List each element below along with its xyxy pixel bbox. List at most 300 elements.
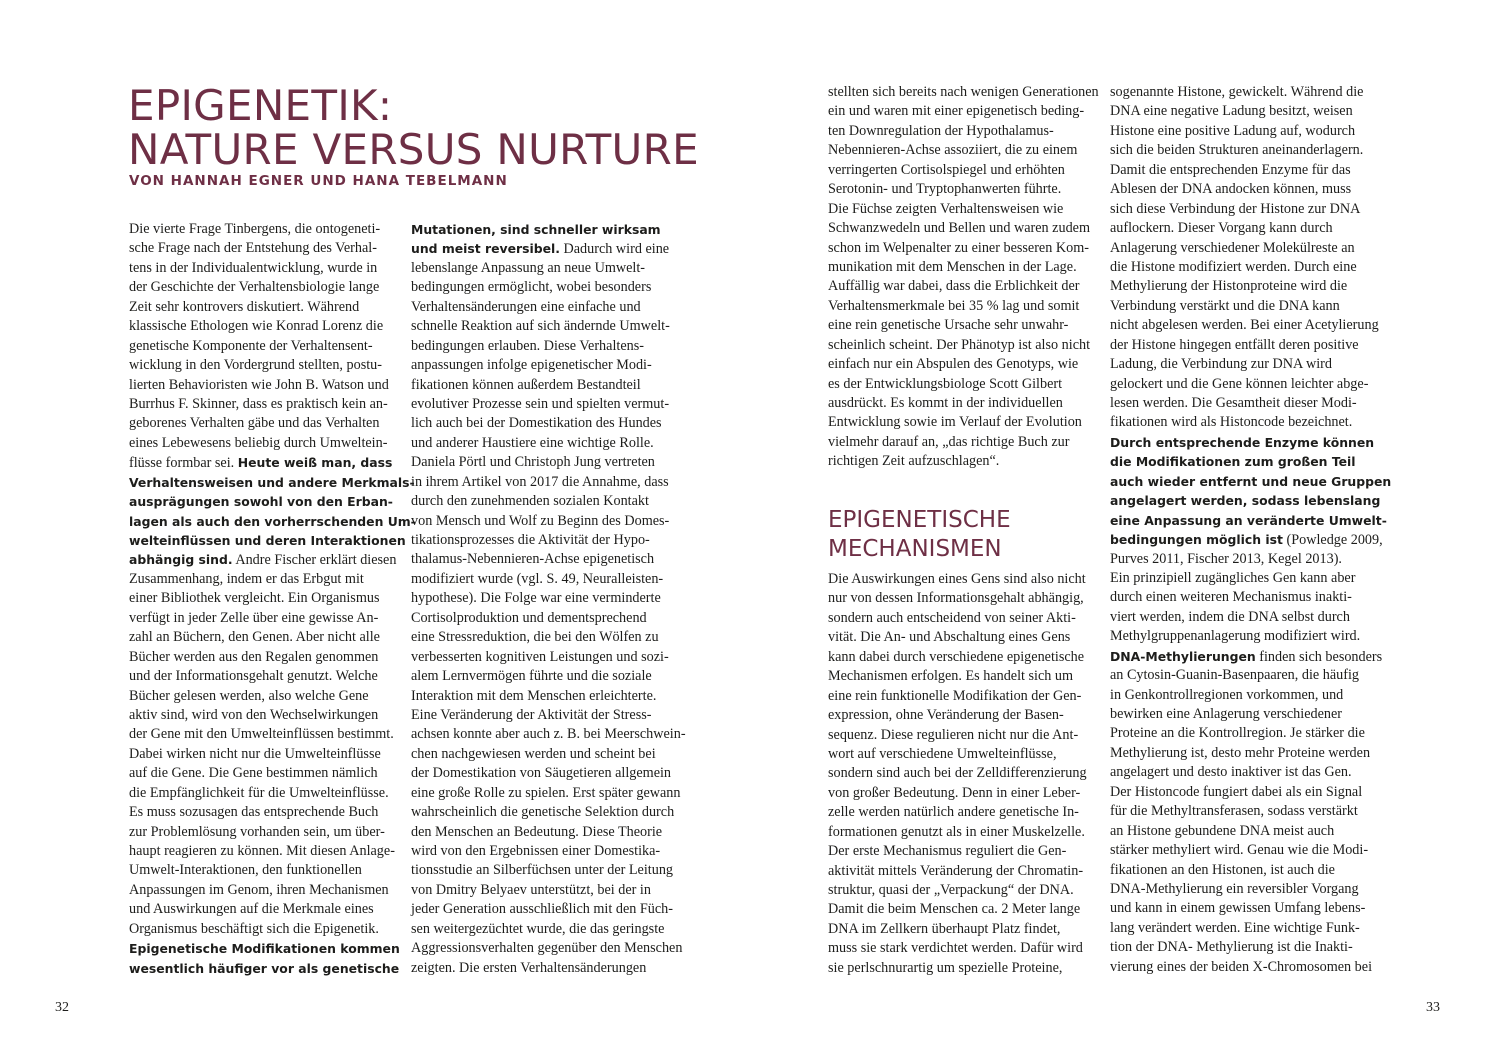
text-run: aktiv sind, wird von den Wechselwirkungen [129,706,379,723]
text-line [1110,258,1372,277]
text-line [1110,355,1372,374]
text-line [411,881,673,900]
text-run: Zeit sehr kontrovers diskutiert. Während [129,298,360,315]
text-line [828,667,1090,686]
text-line [1110,880,1372,899]
text-run: haupt reagieren zu können. Mit diesen Anlage- [129,843,395,859]
text-run: fikationen können außerdem Bestandteil [411,376,641,393]
text-run: sich diese Verbindung der Histone zur DNA [1110,200,1361,217]
text-line [129,259,391,278]
text-line [129,823,391,842]
text-line [1110,277,1372,296]
text-line [828,433,1090,452]
text-run: Histone eine positive Ladung auf, wodurch [1110,122,1356,139]
text-run: angelagert und desto inaktiver ist das Gen. [1110,764,1352,781]
text-line [828,141,1090,160]
text-run: formationen genutzt als in einer Muskelzelle. [828,823,1085,840]
text-line [411,550,673,569]
text-line [828,764,1090,783]
text-run: ausdrückt. Es kommt in der individuellen [828,395,1063,411]
text-line [1110,433,1375,452]
text-run: jeder Generation ausschließlich mit den Füch- [411,901,673,918]
text-run: ein und waren mit einer epigenetisch beding- [828,103,1085,120]
text-line [411,764,673,783]
text-line [1110,705,1372,724]
text-line [411,823,673,842]
text-line [1110,861,1372,880]
text-run: Die Auswirkungen eines Gens sind also nicht [828,571,1086,587]
text-line [129,434,391,453]
text-run: viert werden, indem die DNA selbst durch [1110,608,1350,625]
text-run: Aggressionsverhalten gegenüber den Menschen [411,940,683,957]
text-line [411,842,673,861]
text-line [828,842,1090,861]
text-line [828,939,1090,958]
text-run: zur Problemlösung vorhanden sein, um über- [129,823,385,840]
text-line [129,531,406,550]
text-run: Cortisolproduktion und dementsprechend [411,609,647,626]
text-run: Methylierung ist, desto mehr Proteine werden [1110,744,1371,761]
text-run: genetische Komponente der Verhaltensent- [129,337,373,354]
text-run: Proteine an die Kontrollregion. Je stärker die [1110,725,1365,742]
text-run: eine rein genetische Ursache sehr unwahr- [828,317,1069,334]
text-line [1110,316,1379,335]
text-line [411,259,673,278]
text-line [828,297,1090,316]
text-line [129,298,391,317]
text-run: sen weitergezüchtet wurde, die das geringste [411,920,665,937]
text-run: eine große Rolle zu spielen. Erst später gewann [411,784,681,801]
bold-text-run: wesentlich häufiger vor als genetische [129,960,400,976]
text-run: verringerten Cortisolspiegel und erhöhten [828,161,1065,178]
text-line [411,356,673,375]
text-line [411,278,673,297]
text-run: Andre Fischer erklärt diesen [232,552,397,569]
text-run: sondern sind auch bei der Zelldifferenzierung [828,765,1087,782]
text-column-1 [129,220,416,978]
text-line [129,220,391,239]
text-run: Verhaltensmerkmale bei 35 % lag und somit [828,297,1080,314]
text-line [828,413,1090,432]
text-run: von großer Bedeutung. Denn in einer Leber- [828,784,1081,801]
text-line [411,609,673,628]
text-run: bewirken eine Anlagerung verschiedener [1110,706,1343,722]
text-line [1110,899,1372,918]
text-run: Der erste Mechanismus reguliert die Gen- [828,843,1067,860]
text-column-4 [1110,83,1392,977]
text-run: lierten Behavioristen wie John B. Watson und [129,376,389,393]
text-run: bedingungen erlauben. Diese Verhaltens- [411,337,644,354]
text-run: für die Methyltransferasen, sodass verstärkt [1110,803,1358,820]
text-run: evolutiver Prozesse sein und spielten vermut- [411,395,670,412]
text-line [1110,200,1372,219]
text-run: Entwicklung sowie im Verlauf der Evolution [828,414,1082,431]
text-run: wird von den Ergebnissen einer Domestika- [411,843,661,859]
text-line [1110,452,1372,471]
text-column-3-bottom [828,570,1090,978]
text-run: schnelle Reaktion auf sich ändernde Umwelt- [411,318,670,335]
section-heading [828,506,1011,564]
text-run: der Geschichte der Verhaltensbiologie lange [129,279,380,296]
text-line [828,862,1090,881]
text-run: wort auf verschiedene Umwelteinflüsse, [828,745,1057,762]
text-run: Nebennieren-Achse assoziiert, die zu einem [828,142,1078,159]
text-line [411,453,673,472]
text-run: sche Frage nach der Entstehung des Verhal- [129,240,377,257]
text-run: stellten sich bereits nach wenigen Generationen [828,84,1099,100]
text-run: vierung eines der beiden X-Chromosomen bei [1110,958,1373,975]
text-line [1110,550,1372,569]
text-run: Purves 2011, Fischer 2013, Kegel 2013). [1110,550,1342,567]
text-line [129,337,391,356]
text-line [129,414,391,433]
text-run: durch einen weiteren Mechanismus inakti- [1110,589,1352,606]
text-run: verbesserten kognitiven Leistungen und sozi- [411,648,669,665]
text-column-3-top [828,83,1099,472]
text-run: Die Füchse zeigten Verhaltensweisen wie [828,200,1064,217]
title-line: EPIGENETIK: [128,81,393,130]
text-run: Anpassungen im Genom, ihren Mechanismen [129,881,389,898]
text-run: lebenslange Anpassung an neue Umwelt- [411,259,646,276]
text-run: sequenz. Diese regulieren nicht nur die Ant- [828,726,1079,743]
text-line [411,920,673,939]
text-run: auflockern. Dieser Vorgang kann durch [1110,220,1333,237]
text-run: alem Lernvermögen führte und die soziale [411,668,652,685]
text-line [411,434,673,453]
text-line [129,842,395,861]
text-line [411,531,673,550]
text-line [129,550,397,569]
text-line [828,687,1090,706]
text-run: der Gene mit den Umwelteinflüssen bestimmt. [129,726,394,743]
text-line [1110,822,1372,841]
text-line [129,317,391,336]
text-run: in Genkontrollregionen vorkommen, und [1110,686,1344,703]
text-run: der Domestikation von Säugetieren allgemein [411,765,672,782]
text-line [411,725,686,744]
text-run: DNA-Methylierung ein reversibler Vorgang [1110,880,1359,897]
text-line [411,298,673,317]
text-run: DNA eine negative Ladung besitzt, weisen [1110,103,1353,120]
text-line [1110,958,1372,977]
page-number-right: 33 [1426,1000,1440,1015]
bold-text-run: Epigenetische Modifikationen kommen [129,941,400,957]
text-run: die Histone modifiziert werden. Durch eine [1110,258,1357,275]
text-line [411,220,673,239]
text-line [828,803,1090,822]
text-run: Eine Veränderung der Aktivität der Stress- [411,706,652,723]
text-line [129,920,391,939]
text-line [828,609,1090,628]
bold-text-run: abhängig sind. [129,552,233,568]
text-line [129,764,391,783]
text-line [1110,588,1372,607]
text-run: tens in der Individualentwicklung, wurde in [129,259,378,276]
text-line [1110,569,1372,588]
text-run: Interaktion mit dem Menschen erleichterte. [411,687,657,704]
text-run: Die vierte Frage Tinbergens, die ontogeneti- [129,221,381,237]
text-run: Methylierung der Histonproteine wird die [1110,278,1348,295]
text-line [828,180,1090,199]
text-column-2 [411,220,686,978]
text-line [1110,938,1372,957]
text-run: an Cytosin-Guanin-Basenpaaren, die häufig [1110,667,1359,684]
text-line [129,473,415,492]
text-run: Damit die beim Menschen ca. 2 Meter lange [828,901,1081,918]
text-run: Verhaltensänderungen eine einfache und [411,298,641,315]
section-heading-line: EPIGENETISCHE [828,507,1011,533]
text-run: die Empfänglichkeit für die Umwelteinflüsse. [129,784,389,801]
text-line [1110,511,1387,530]
text-line [129,745,391,764]
text-line [828,900,1090,919]
text-run: Bücher werden aus den Regalen genommen [129,648,379,665]
text-run: sie perlschnurartig um spezielle Proteine, [828,959,1063,976]
text-run: Anlagerung verschiedener Molekülreste an [1110,239,1355,256]
text-line [129,609,391,628]
text-line [1110,608,1372,627]
text-run: gelockert und die Gene können leichter abge- [1110,375,1369,392]
text-line [828,959,1090,978]
bold-text-run: angelagert werden, sodass lebenslang [1110,493,1381,509]
text-run: fikationen wird als Histoncode bezeichnet. [1110,414,1353,431]
text-run: Verbindung verstärkt und die DNA kann [1110,297,1340,314]
text-line [828,920,1090,939]
text-run: Der Histoncode fungiert dabei als ein Signal [1110,783,1363,800]
text-line [129,356,391,375]
text-line [1110,239,1372,258]
text-line [1110,472,1392,491]
text-run: lang verändert werden. Eine wichtige Funk- [1110,919,1360,936]
text-run: kann dabei durch verschiedene epigenetische [828,648,1085,665]
text-line [411,628,673,647]
text-line [1110,783,1372,802]
text-line [129,589,391,608]
text-line [828,628,1090,647]
text-line [1110,802,1372,821]
text-run: eine rein funktionelle Modifikation der Gen- [828,687,1082,704]
text-run: Ein prinzipiell zugängliches Gen kann aber [1110,569,1356,586]
text-line [1110,297,1372,316]
text-line [828,239,1090,258]
text-line [129,570,391,589]
text-run: achsen konnte aber auch z. B. bei Meerschwein- [411,726,686,743]
text-run: zahl an Büchern, den Genen. Aber nicht alle [129,629,380,646]
text-line [1110,413,1372,432]
text-line [828,161,1090,180]
text-run: sich die beiden Strukturen aneinanderlagern. [1110,142,1364,159]
text-run: stärker methyliert wird. Genau wie die Modi- [1110,842,1369,859]
text-line [828,200,1090,219]
text-line [411,337,673,356]
text-run: flüsse formbar sei. [129,455,238,472]
text-line [828,102,1090,121]
text-line [1110,744,1372,763]
text-run: einfach nur ein Abspulen des Genotyps, wie [828,356,1079,373]
text-line [129,648,391,667]
text-run: und Auswirkungen auf die Merkmale eines [129,901,374,918]
text-run: zelle werden natürlich andere genetische In- [828,804,1079,821]
text-line [1110,375,1372,394]
text-line [129,784,391,803]
text-run: verfügt in jeder Zelle über eine gewisse An- [129,609,379,626]
text-line [129,861,391,880]
text-run: klassische Ethologen wie Konrad Lorenz die [129,318,384,335]
text-line [1110,666,1372,685]
bold-text-run: Durch entsprechende Enzyme können [1110,434,1375,450]
text-run: Zusammenhang, indem er das Erbgut mit [129,570,364,587]
text-run: bedingungen ermöglicht, wobei besonders [411,279,652,296]
text-line [411,473,673,492]
text-line [411,570,673,589]
bold-text-run: Verhaltensweisen und andere Merkmals- [129,474,415,490]
text-run: modifiziert wurde (vgl. S. 49, Neuralleisten- [411,570,664,587]
text-line [1110,647,1383,666]
text-run: und anderer Haustiere eine wichtige Rolle. [411,434,654,451]
text-line [828,122,1090,141]
text-line [1110,919,1372,938]
text-run: Ablesen der DNA andocken können, muss [1110,181,1352,198]
text-run: geborenes Verhalten gäbe und das Verhalten [129,415,380,432]
text-run: Daniela Pörtl und Christoph Jung vertreten [411,454,655,471]
text-run: Damit die entsprechenden Enzyme für das [1110,161,1351,178]
text-run: richtigen Zeit aufzuschlagen“. [828,453,1000,470]
text-line [828,452,1090,471]
text-line [411,939,683,958]
text-line [828,706,1090,725]
text-line [129,278,391,297]
text-run: fikationen an den Histonen, ist auch die [1110,861,1335,878]
text-line [411,512,673,531]
text-run: scheinlich scheint. Der Phänotyp ist also nicht [828,336,1091,353]
text-run: chen nachgewiesen werden und scheint bei [411,745,656,762]
text-run: der Histone hingegen entfällt deren positive [1110,336,1359,353]
text-run: vität. Die An- und Abschaltung eines Gens [828,629,1071,646]
text-run: Mechanismen erfolgen. Es handelt sich um [828,668,1074,685]
text-line [1110,491,1381,510]
text-run: anpassungen infolge epigenetischer Modi- [411,357,652,374]
text-line [1110,219,1372,238]
text-run: nicht abgelesen werden. Bei einer Acetylierung [1110,317,1379,334]
bold-text-run: auch wieder entfernt und neue Gruppen [1110,473,1392,489]
text-run: schon im Welpenalter zu einer besseren Kom- [828,239,1089,256]
text-line [1110,122,1372,141]
text-line [828,375,1090,394]
text-line [828,277,1090,296]
text-run: wicklung in den Vordergrund stellten, postu- [129,357,382,374]
text-run: von Dmitry Belyaev unterstützt, bei der in [411,881,651,898]
bold-text-run: eine Anpassung an veränderte Umwelt- [1110,512,1387,528]
text-line [129,881,391,900]
bold-text-run: Mutationen, sind schneller wirksam [411,222,661,237]
text-line [1110,83,1372,102]
text-line [411,861,673,880]
text-run: muss sie stark verdichtet werden. Dafür wird [828,940,1083,957]
text-line [828,355,1090,374]
text-line [828,258,1090,277]
text-line [828,570,1090,589]
text-run: einer Bibliothek vergleicht. Ein Organismus [129,590,380,607]
text-run: Schwanzwedeln und Bellen und waren zudem [828,220,1090,237]
text-run: lich auch bei der Domestikation des Hundes [411,415,662,432]
text-line [129,687,391,706]
text-line [1110,763,1372,782]
text-line [411,959,673,978]
bold-text-run: lagen als auch den vorherrschenden Um- [129,513,416,529]
text-line [411,317,673,336]
text-line [411,589,673,608]
text-run: (Powledge 2009, [1282,532,1383,549]
bold-text-run: und meist reversibel. [411,241,560,257]
text-line [129,803,391,822]
text-line [828,219,1090,238]
text-run: eine Stressreduktion, die bei den Wölfen zu [411,629,659,646]
text-run: struktur, quasi der „Verpackung“ der DNA. [828,882,1074,898]
text-run: Dabei wirken nicht nur die Umwelteinflüsse [129,745,381,762]
bold-text-run: die Modifikationen zum großen Teil [1110,454,1356,470]
text-run: Burrhus F. Skinner, dass es praktisch kein an- [129,395,388,412]
text-line [411,745,673,764]
text-line [129,395,391,414]
text-line [828,316,1090,335]
text-line [129,628,391,647]
text-line [411,667,673,686]
text-line [129,706,391,725]
text-run: ten Downregulation der Hypothalamus- [828,122,1054,139]
text-run: eines Lebewesens beliebig durch Umweltein- [129,434,388,451]
text-line [1110,336,1372,355]
text-run: Serotonin- und Tryptophanwerten führte. [828,181,1062,198]
text-run: vielmehr darauf an, „das richtige Buch zur [828,433,1070,450]
bold-text-run: ausprägungen sowohl von den Erban- [129,494,393,510]
text-run: durch den zunehmenden sozialen Kontakt [411,493,649,510]
text-line [129,900,391,919]
text-run: expression, ohne Veränderung der Basen- [828,707,1064,724]
section-heading-line: MECHANISMEN [828,536,1002,562]
text-line [1110,627,1372,646]
text-run: auf die Gene. Die Gene bestimmen nämlich [129,765,378,782]
text-line [411,803,673,822]
text-run: Es muss sozusagen das entsprechende Buch [129,804,379,821]
text-line [828,784,1090,803]
text-line [828,83,1099,102]
text-line [411,395,673,414]
bold-text-run: DNA-Methylierungen [1110,648,1256,664]
text-run: an Histone gebundene DNA meist auch [1110,822,1335,839]
text-run: hypothese). Die Folge war eine verminderte [411,590,661,607]
byline: VON HANNAH EGNER UND HANA TEBELMANN [129,173,508,189]
text-line [828,881,1090,900]
text-run: Dadurch wird eine [559,241,670,258]
text-run: nur von dessen Informationsgehalt abhängig, [828,590,1084,607]
bold-text-run: bedingungen möglich ist [1110,532,1283,548]
text-line [1110,161,1372,180]
text-line [1110,394,1372,413]
text-run: tion der DNA- Methylierung ist die Inakti- [1110,939,1353,956]
text-run: Bücher gelesen werden, also welche Gene [129,687,369,704]
text-line [129,376,391,395]
text-run: Umwelt-Interaktionen, den funktionellen [129,862,362,879]
text-run: und der Informationsgehalt genutzt. Welche [129,668,378,685]
text-line [129,939,400,958]
text-line [411,648,673,667]
text-run: zeigten. Die ersten Verhaltensänderungen [411,959,647,976]
text-line [1110,180,1372,199]
text-line [411,414,673,433]
text-run: den Menschen an Bedeutung. Diese Theorie [411,823,663,840]
article-title [128,81,699,174]
text-run: Ladung, die Verbindung zur DNA wird [1110,356,1332,373]
